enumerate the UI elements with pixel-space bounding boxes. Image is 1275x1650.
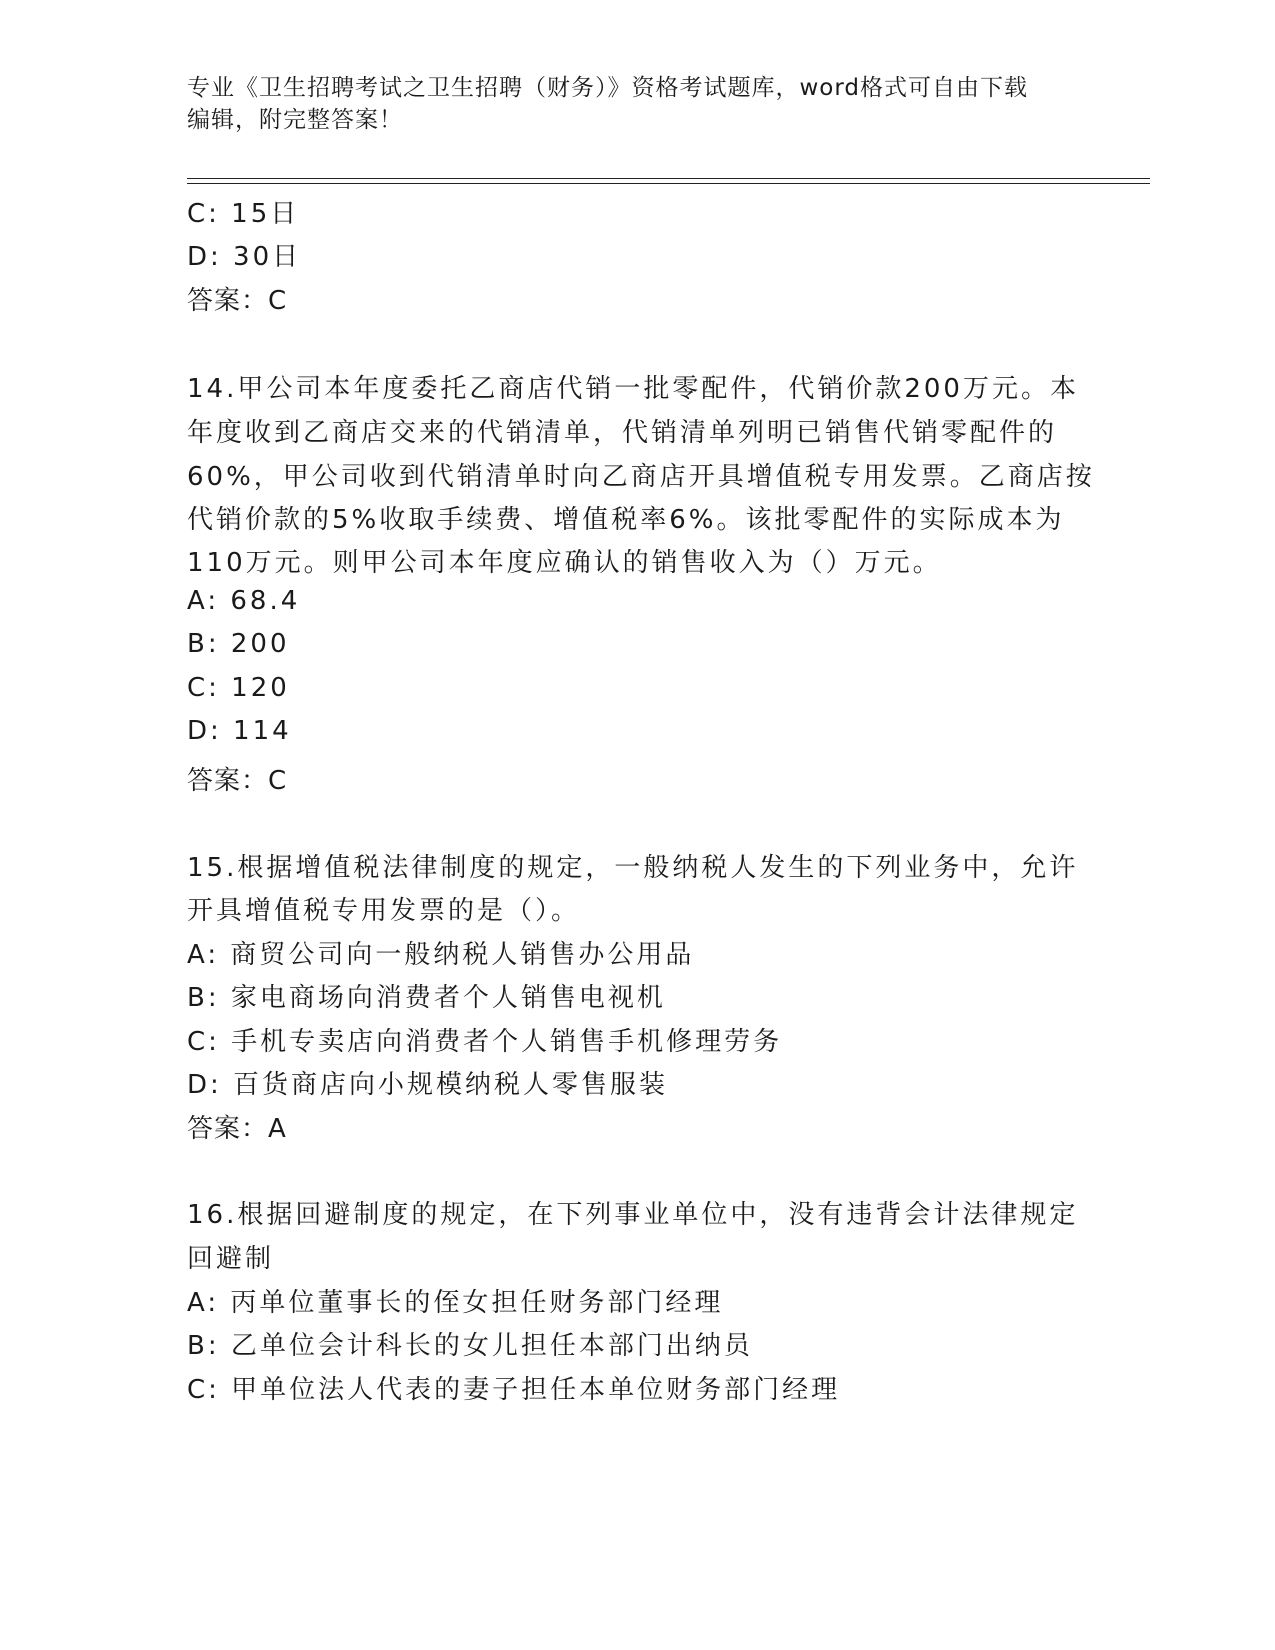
q16-option-b: B: 乙单位会计科长的女儿担任本部门出纳员 bbox=[187, 1331, 753, 1361]
q14-option-a: A: 68.4 bbox=[187, 586, 301, 616]
q15-stem-line: 开具增值税专用发票的是（）。 bbox=[187, 896, 581, 926]
q14-option-d: D: 114 bbox=[187, 716, 292, 746]
header-divider-top bbox=[187, 178, 1150, 179]
q14-stem-line: 110万元。则甲公司本年度应确认的销售收入为（）万元。 bbox=[187, 548, 942, 578]
q15-stem-line: 15.根据增值税法律制度的规定，一般纳税人发生的下列业务中，允许 bbox=[187, 853, 1079, 883]
header-line-1: 专业《卫生招聘考试之卫生招聘（财务）》资格考试题库，word格式可自由下载 bbox=[187, 75, 1029, 101]
document-header bbox=[187, 72, 1087, 136]
q14-stem-line: 代销价款的5%收取手续费、增值税率6%。该批零配件的实际成本为 bbox=[187, 505, 1065, 535]
q16-option-a: A: 丙单位董事长的侄女担任财务部门经理 bbox=[187, 1288, 724, 1318]
q14-option-c: C: 120 bbox=[187, 673, 290, 703]
q16-stem-line: 回避制 bbox=[187, 1244, 275, 1274]
q14-option-b: B: 200 bbox=[187, 629, 290, 659]
q14-stem-line: 年度收到乙商店交来的代销清单，代销清单列明已销售代销零配件的 bbox=[187, 418, 1058, 448]
q15-option-c: C: 手机专卖店向消费者个人销售手机修理劳务 bbox=[187, 1027, 783, 1057]
q15-option-b: B: 家电商场向消费者个人销售电视机 bbox=[187, 983, 666, 1013]
q15-answer: 答案：A bbox=[187, 1114, 287, 1144]
q14-stem-line: 14.甲公司本年度委托乙商店代销一批零配件，代销价款200万元。本 bbox=[187, 374, 1079, 404]
q16-option-c: C: 甲单位法人代表的妻子担任本单位财务部门经理 bbox=[187, 1375, 841, 1405]
q15-option-d: D: 百货商店向小规模纳税人零售服装 bbox=[187, 1070, 669, 1100]
q13-option-c: C: 15日 bbox=[187, 199, 300, 229]
q14-stem-line: 60%，甲公司收到代销清单时向乙商店开具增值税专用发票。乙商店按 bbox=[187, 462, 1095, 492]
q13-answer: 答案：C bbox=[187, 286, 288, 316]
header-divider-bottom bbox=[187, 183, 1150, 184]
q15-option-a: A: 商贸公司向一般纳税人销售办公用品 bbox=[187, 940, 695, 970]
q14-answer: 答案：C bbox=[187, 766, 288, 796]
header-line-2: 编辑，附完整答案！ bbox=[187, 107, 403, 133]
q13-option-d: D: 30日 bbox=[187, 242, 302, 272]
q16-stem-line: 16.根据回避制度的规定，在下列事业单位中，没有违背会计法律规定 bbox=[187, 1200, 1079, 1230]
